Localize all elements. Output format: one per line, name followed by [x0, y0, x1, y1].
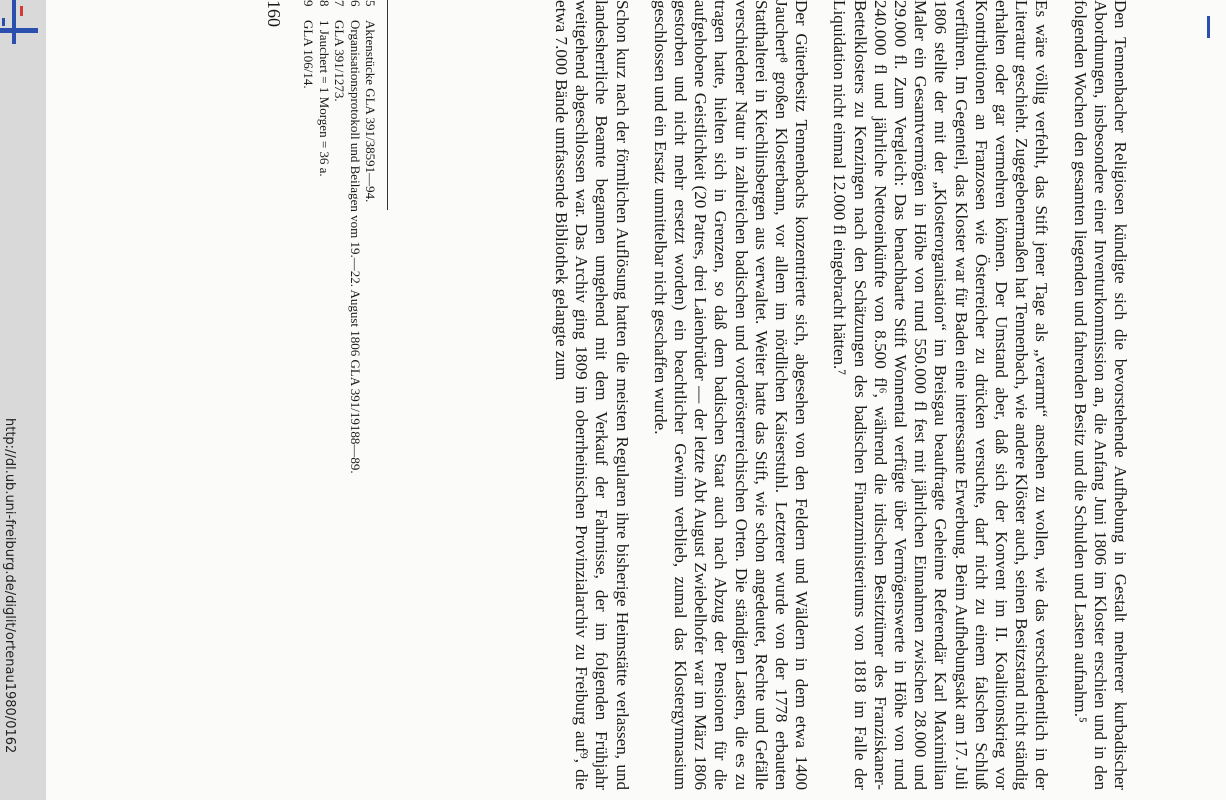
paragraph: Der Güterbesitz Tennenbachs konzentrierte sich, abgesehen von den Feldern und Wäldern in dem etwa 1400 Jauchert⁸ großen Klosterbann, vor allem im nördlichen Kaiserstuhl. Letzterer wurde von der 1778 erbauten Statthalterei in Kiechlinsbergen aus verwaltet. Weiter hatte das Stift, wie schon angedeutet, Rechte und Gefälle verschiedener Natur in zahlreichen badischen und vorderösterreichischen Orten. Die ständigen Lasten, die es zu tragen hatte, hielten sich in Grenzen, so daß dem badischen Staat auch nach Abzug der Pensionen für die aufgehobene Geistlichkeit (20 Patres, drei Laienbrüder — der letzte Abt August Zwiebelhofer war im März 1806 gestorben und nicht mehr ersetzt worden) ein beachtlicher Gewinn verblieb, zumal das Klostergymnasium geschlossen und ein Ersatz unmittelbar nicht geschaffen wurde.: [650, 0, 812, 790]
footnote-number: 5: [363, 0, 378, 7]
scan-registration-mark-icon: [0, 0, 42, 44]
page-content: [140, 0, 1130, 800]
footnote: [347, 0, 362, 790]
footnote-divider: [387, 0, 388, 210]
paragraph: Schon kurz nach der förmlichen Auflösung hatten die meisten Regularen ihre bisherige Heimstätte verlassen, und landesherrliche Beamte begannen umgehend mit dem Verkauf der Fahrnisse, der im folgenden Frühjahr weitgehend abgeschlossen war. Das Archiv ging 1809 im oberrheinischen Provinzialarchiv zu Freiburg auf⁹, die etwa 7.000 Bände umfassende Bibliothek gelangte zum: [551, 0, 632, 790]
footnote: [316, 0, 331, 790]
footnote-number: 9: [301, 0, 317, 7]
scan-registration-mark-right-icon: [1205, 16, 1215, 38]
footnote-text: GLA 391/1273.: [332, 20, 348, 102]
footnote-number: 6: [347, 0, 363, 7]
footnote-number: 7: [332, 0, 348, 7]
library-watermark: [0, 418, 18, 753]
footnote-text: GLA 106/14.: [301, 20, 317, 89]
page-number: 160: [264, 0, 284, 27]
body-text: [533, 0, 1130, 790]
footnote-text: Aktenstücke GLA 391/38591—94.: [363, 20, 378, 203]
footnote-text: Organisationsprotokoll und Beilagen vom 19.—22. August 1806 GLA 391/19188—89.: [347, 20, 363, 474]
paragraph: Den Tennenbacher Religiosen kündigte sich die bevorstehende Aufhebung in Gestalt mehrerer kurbadischer Abordnungen, insbesondere einer Inventurkommission an, die Anfang Juni 1806 im Kloster erschien und in den folgenden Wochen den gesamten liegenden und fahrenden Besitz und die Schulden und Lasten aufnahm.⁵: [1070, 0, 1130, 790]
footnote: [301, 0, 316, 790]
paragraph: Es wäre völlig verfehlt, das Stift jener Tage als „verarmt“ ansehen zu wollen, wie das verschiedentlich in der Literatur geschieht. Zugegebenermaßen hat Tennenbach, wie andere Klöster auch, seinen Besitzstand nicht ständig erhalten oder gar vermehren können. Der Umstand aber, daß sich der Konvent im II. Koalitionskrieg vor Kontributionen an Franzosen wie Österreicher zu drücken versuchte, darf nicht zu einem falschen Schluß verführen. Im Gegenteil, das Kloster war für Baden eine interessante Erwerbung. Beim Aufhebungsakt am 17. Juli 1806 stellte der mit der „Klosterorganisation“ im Breisgau beauftragte Geheime Referendär Karl Maximilian Maler ein Gesamtvermögen in Höhe von rund 550.000 fl fest mit jährlichen Einnahmen zwischen 28.000 und 29.000 fl. Zum Vergleich: Das benachbarte Stift Wonnental verfügte über Vermögenswerte in Höhe von rund 240.000 fl und jährliche Nettoeinkünfte von 8.500 fl⁶, während die irdischen Besitztümer des Franziskaner-Bettelklosters zu Kenzingen nach den Schätzungen des badischen Finanzministeriums von 1818 im Falle der Liquidation nicht einmal 12.000 fl eingebracht hätten.⁷: [830, 0, 1052, 790]
footnotes: [301, 0, 378, 790]
watermark-url: http://dl.ub.uni-freiburg.de/diglit/ortenau1980/0162: [2, 418, 17, 754]
footnote: [363, 0, 378, 790]
footnote-text: 1 Jauchert = 1 Morgen = 36 a.: [316, 20, 332, 177]
footnote: [332, 0, 347, 790]
footnote-number: 8: [316, 0, 332, 7]
